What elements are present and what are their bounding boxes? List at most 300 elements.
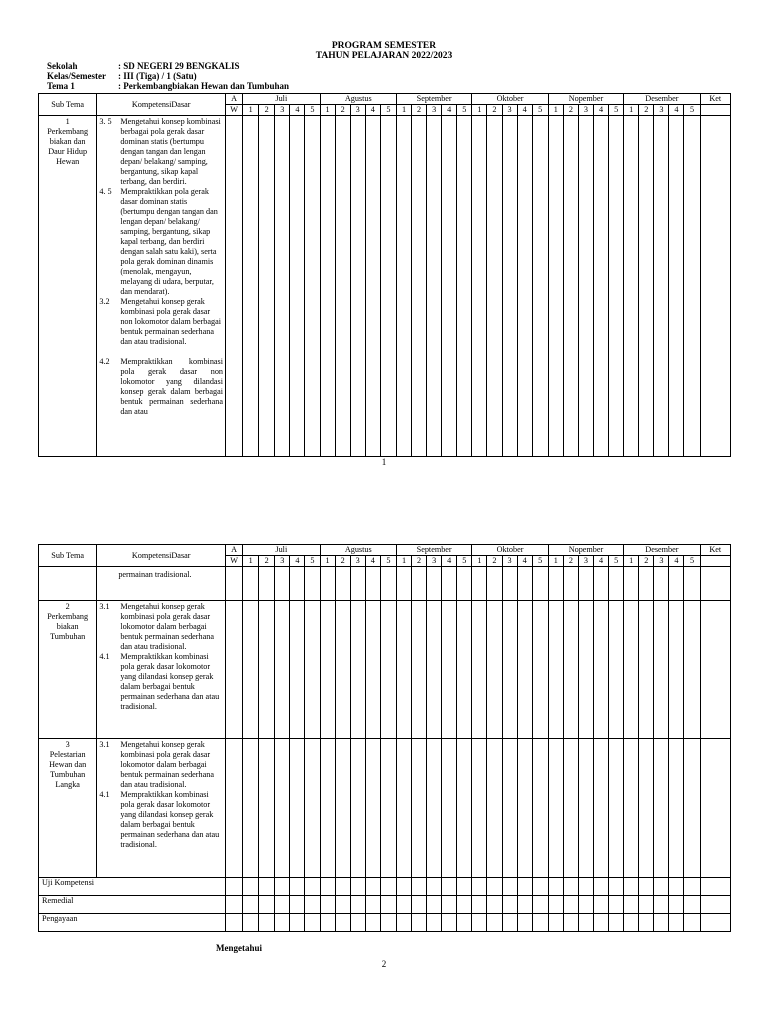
- schedule-cell: [684, 896, 700, 914]
- schedule-cell: [290, 739, 305, 878]
- schedule-cell: [700, 896, 730, 914]
- schedule-cell: [624, 116, 639, 457]
- week-number-header: 3: [275, 105, 290, 116]
- week-number-header: 3: [427, 556, 442, 567]
- table-row-subtema-3: [39, 739, 731, 878]
- schedule-cell: [639, 116, 654, 457]
- schedule-cell: [350, 567, 365, 601]
- schedule-cell: [502, 878, 517, 896]
- week-number-header: 4: [365, 556, 380, 567]
- kd-item: [97, 117, 223, 187]
- schedule-cell: [563, 116, 578, 457]
- month-header: Desember: [624, 545, 700, 556]
- week-number-header: 5: [532, 105, 548, 116]
- week-number-header: 1: [320, 556, 335, 567]
- schedule-cell: [594, 601, 609, 739]
- schedule-cell: [502, 116, 517, 457]
- schedule-cell: [700, 739, 730, 878]
- schedule-cell: [517, 896, 532, 914]
- schedule-cell: [578, 567, 593, 601]
- kd-item: [97, 740, 223, 790]
- schedule-cell: [502, 896, 517, 914]
- week-number-header: 5: [305, 556, 320, 567]
- schedule-cell: [412, 601, 427, 739]
- schedule-cell: [290, 601, 305, 739]
- week-number-header: 2: [335, 556, 350, 567]
- kd-text: Mengetahui konsep gerak kombinasi pola gerak dasar lokomotor dalam berbagai bentuk permainan sederhana dan atau tradisional.: [120, 602, 214, 651]
- week-number-header: 3: [350, 556, 365, 567]
- schedule-cell: [457, 116, 472, 457]
- subtema-name-line: Hewan: [56, 157, 80, 166]
- week-number-header: 2: [487, 105, 502, 116]
- schedule-cell: [654, 896, 669, 914]
- week-number-header: 3: [502, 556, 517, 567]
- ket-header-empty: [700, 105, 730, 116]
- subtema-cell: [39, 601, 97, 739]
- kd-number: 3.1: [99, 740, 110, 749]
- schedule-cell: [639, 878, 654, 896]
- subtema-name-line: Perkembang: [47, 612, 89, 621]
- schedule-cell: [412, 116, 427, 457]
- schedule-cell: [275, 896, 290, 914]
- kd-text: Mempraktikkan kombinasi pola gerak dasar non lokomotor yang dilandasi konsep gerak dalam berbagai bentuk permainan sederhana dan atau: [120, 357, 224, 416]
- kd-number: 4.1: [99, 652, 110, 661]
- kd-text: Mengetahui konsep gerak kombinasi pola gerak dasar non lokomotor dalam berbagai bentuk permainan sederhana dan atau tradisional.: [120, 297, 222, 346]
- schedule-cell: [412, 739, 427, 878]
- schedule-cell: [320, 116, 335, 457]
- schedule-cell: [700, 601, 730, 739]
- document-title: PROGRAM SEMESTER: [331, 41, 437, 51]
- schedule-cell: [350, 914, 365, 932]
- document-subtitle: TAHUN PELAJARAN 2022/2023: [315, 51, 453, 61]
- schedule-cell: [502, 601, 517, 739]
- field-value-sekolah: : SD NEGERI 29 BENGKALIS: [118, 61, 240, 71]
- footer-row-label: Pengayaan: [39, 914, 226, 932]
- week-number-header: 2: [412, 556, 427, 567]
- schedule-cell: [669, 739, 684, 878]
- schedule-cell: [305, 601, 320, 739]
- schedule-cell: [487, 896, 502, 914]
- schedule-cell: [365, 601, 380, 739]
- kd-number: 3.2: [99, 297, 110, 306]
- schedule-cell: [472, 601, 487, 739]
- schedule-cell: [350, 878, 365, 896]
- schedule-cell: [684, 878, 700, 896]
- schedule-cell: [548, 914, 563, 932]
- schedule-cell: [226, 116, 243, 457]
- schedule-cell: [669, 914, 684, 932]
- schedule-cell: [654, 567, 669, 601]
- kompetensi-dasar-header: KompetensiDasar: [97, 94, 226, 116]
- schedule-cell: [457, 739, 472, 878]
- month-header: Agustus: [320, 94, 396, 105]
- aw-header-top: A: [226, 94, 243, 105]
- subtema-number: 3: [65, 740, 70, 749]
- schedule-cell: [563, 567, 578, 601]
- schedule-cell: [578, 601, 593, 739]
- schedule-cell: [502, 567, 517, 601]
- week-number-header: 1: [320, 105, 335, 116]
- week-number-header: 2: [335, 105, 350, 116]
- schedule-cell: [700, 878, 730, 896]
- schedule-cell: [472, 739, 487, 878]
- subtema-cell: [39, 116, 97, 457]
- week-number-header: 2: [412, 105, 427, 116]
- schedule-cell: [442, 739, 457, 878]
- schedule-cell: [226, 739, 243, 878]
- schedule-cell: [684, 601, 700, 739]
- schedule-cell: [290, 116, 305, 457]
- table-row-remedial: [39, 896, 731, 914]
- week-number-header: 2: [259, 105, 275, 116]
- schedule-cell: [578, 914, 593, 932]
- schedule-cell: [563, 878, 578, 896]
- schedule-cell: [594, 914, 609, 932]
- schedule-cell: [427, 116, 442, 457]
- table-row-continuation: [39, 567, 731, 601]
- month-header: Juli: [243, 94, 320, 105]
- schedule-cell: [563, 601, 578, 739]
- week-number-header: 5: [305, 105, 320, 116]
- month-header: Desember: [624, 94, 700, 105]
- week-number-header: 4: [290, 105, 305, 116]
- schedule-cell: [548, 739, 563, 878]
- schedule-cell: [396, 567, 411, 601]
- schedule-cell: [427, 601, 442, 739]
- schedule-cell: [487, 878, 502, 896]
- week-number-header: 5: [457, 556, 472, 567]
- aw-header-bottom: W: [226, 556, 243, 567]
- schedule-cell: [594, 896, 609, 914]
- schedule-cell: [412, 567, 427, 601]
- subtema-name-line: Hewan dan: [49, 760, 87, 769]
- schedule-cell: [412, 878, 427, 896]
- schedule-cell: [517, 601, 532, 739]
- schedule-cell: [684, 914, 700, 932]
- subtema-name-line: Pelestarian: [49, 750, 86, 759]
- week-number-header: 1: [243, 105, 259, 116]
- subtema-number: 1: [65, 117, 70, 126]
- schedule-cell: [487, 567, 502, 601]
- schedule-cell: [594, 878, 609, 896]
- schedule-cell: [380, 739, 396, 878]
- schedule-cell: [259, 567, 275, 601]
- week-number-header: 2: [639, 105, 654, 116]
- schedule-cell: [654, 878, 669, 896]
- page-number-1: 1: [381, 457, 387, 467]
- schedule-cell: [487, 601, 502, 739]
- kd-item: [97, 790, 223, 850]
- schedule-cell: [335, 896, 350, 914]
- subtema-name-line: Perkembang: [47, 127, 89, 136]
- kd-item: [97, 652, 223, 712]
- week-number-header: 3: [427, 105, 442, 116]
- aw-header-bottom: W: [226, 105, 243, 116]
- month-header: Agustus: [320, 545, 396, 556]
- schedule-cell: [487, 914, 502, 932]
- schedule-cell: [275, 567, 290, 601]
- ket-header-empty: [700, 556, 730, 567]
- field-value-kelas: : III (Tiga) / 1 (Satu): [118, 71, 197, 81]
- week-number-header: 4: [594, 105, 609, 116]
- kd-cell: [97, 567, 226, 601]
- schedule-cell: [684, 116, 700, 457]
- kd-cell: [97, 739, 226, 878]
- footer-row-label: Uji Kompetensi: [39, 878, 226, 896]
- week-number-header: 1: [624, 105, 639, 116]
- kd-item: [97, 297, 223, 347]
- schedule-cell: [335, 601, 350, 739]
- schedule-cell: [639, 567, 654, 601]
- schedule-cell: [654, 601, 669, 739]
- schedule-cell: [259, 601, 275, 739]
- week-number-header: 4: [594, 556, 609, 567]
- kd-item: [97, 187, 223, 297]
- schedule-cell: [320, 567, 335, 601]
- month-header: Nopember: [548, 545, 623, 556]
- schedule-cell: [335, 116, 350, 457]
- field-value-tema: : Perkembangbiakan Hewan dan Tumbuhan: [118, 81, 290, 91]
- schedule-cell: [700, 914, 730, 932]
- week-number-header: 3: [654, 105, 669, 116]
- schedule-cell: [563, 896, 578, 914]
- schedule-cell: [578, 878, 593, 896]
- schedule-cell: [563, 914, 578, 932]
- schedule-cell: [609, 878, 624, 896]
- week-number-header: 5: [609, 105, 624, 116]
- month-header: Oktober: [472, 545, 548, 556]
- schedule-cell: [457, 914, 472, 932]
- week-number-header: 4: [517, 105, 532, 116]
- schedule-cell: [396, 896, 411, 914]
- kd-number: 4. 5: [99, 187, 112, 196]
- kd-text: Mengetahui konsep kombinasi berbagai pola gerak dasar dominan statis (bertumpu dengan tangan dan lengan depan/ belakang/ samping, bergantung, sikap kapal terbang, dan berdiri.: [120, 117, 221, 186]
- week-number-header: 3: [502, 105, 517, 116]
- schedule-cell: [365, 878, 380, 896]
- schedule-cell: [532, 878, 548, 896]
- schedule-cell: [243, 116, 259, 457]
- schedule-cell: [624, 896, 639, 914]
- schedule-cell: [578, 116, 593, 457]
- schedule-cell: [609, 914, 624, 932]
- schedule-cell: [320, 896, 335, 914]
- ket-header: Ket: [700, 94, 730, 105]
- schedule-cell: [639, 601, 654, 739]
- table-row-subtema-2: [39, 601, 731, 739]
- schedule-cell: [226, 878, 243, 896]
- week-number-header: 5: [380, 556, 396, 567]
- schedule-cell: [226, 567, 243, 601]
- week-number-header: 4: [669, 556, 684, 567]
- schedule-cell: [502, 914, 517, 932]
- subtema-name-line: Tumbuhan: [50, 770, 86, 779]
- schedule-cell: [305, 878, 320, 896]
- kd-cell: [97, 601, 226, 739]
- schedule-cell: [226, 601, 243, 739]
- week-number-header: 1: [396, 556, 411, 567]
- schedule-cell: [624, 739, 639, 878]
- program-semester-table-page1: [38, 93, 731, 457]
- schedule-cell: [365, 567, 380, 601]
- schedule-cell: [275, 116, 290, 457]
- schedule-cell: [669, 601, 684, 739]
- schedule-cell: [654, 914, 669, 932]
- schedule-cell: [320, 878, 335, 896]
- schedule-cell: [684, 739, 700, 878]
- schedule-cell: [396, 739, 411, 878]
- schedule-cell: [365, 896, 380, 914]
- schedule-cell: [594, 739, 609, 878]
- schedule-cell: [350, 739, 365, 878]
- schedule-cell: [669, 896, 684, 914]
- week-number-header: 2: [563, 105, 578, 116]
- schedule-cell: [335, 914, 350, 932]
- schedule-cell: [639, 739, 654, 878]
- schedule-cell: [442, 601, 457, 739]
- schedule-cell: [335, 739, 350, 878]
- kd-text: Mempraktikkan pola gerak dasar dominan statis (bertumpu dengan tangan dan lengan depan/ belakang/ samping, bergantung, sikap kapal terbang, dan berdiri dengan salah satu kaki), serta pola gerak dominan dinamis (menolak, mengayun, melayang di udara, berputar, dan mendarat).: [120, 187, 218, 296]
- schedule-cell: [350, 116, 365, 457]
- schedule-cell: [243, 601, 259, 739]
- schedule-cell: [624, 878, 639, 896]
- month-header: Juli: [243, 545, 320, 556]
- schedule-cell: [365, 739, 380, 878]
- schedule-cell: [320, 739, 335, 878]
- schedule-cell: [639, 914, 654, 932]
- schedule-cell: [396, 116, 411, 457]
- schedule-cell: [609, 567, 624, 601]
- schedule-cell: [442, 116, 457, 457]
- schedule-cell: [380, 896, 396, 914]
- week-number-header: 1: [472, 105, 487, 116]
- schedule-cell: [487, 739, 502, 878]
- schedule-cell: [457, 896, 472, 914]
- kd-number: 3.1: [99, 602, 110, 611]
- schedule-cell: [290, 896, 305, 914]
- schedule-cell: [365, 116, 380, 457]
- week-number-header: 2: [563, 556, 578, 567]
- schedule-cell: [457, 567, 472, 601]
- schedule-cell: [487, 116, 502, 457]
- schedule-cell: [472, 116, 487, 457]
- month-header: Oktober: [472, 94, 548, 105]
- schedule-cell: [624, 914, 639, 932]
- schedule-cell: [457, 878, 472, 896]
- kd-text: Mengetahui konsep gerak kombinasi pola gerak dasar lokomotor dalam berbagai bentuk permainan sederhana dan atau tradisional.: [120, 740, 214, 789]
- schedule-cell: [275, 914, 290, 932]
- schedule-cell: [578, 896, 593, 914]
- schedule-cell: [594, 116, 609, 457]
- schedule-cell: [305, 567, 320, 601]
- schedule-cell: [442, 914, 457, 932]
- subtema-number: 2: [65, 602, 70, 611]
- schedule-cell: [243, 878, 259, 896]
- schedule-cell: [442, 567, 457, 601]
- month-header: Nopember: [548, 94, 623, 105]
- field-label-kelas: Kelas/Semester: [47, 71, 106, 81]
- kd-number: 4.1: [99, 790, 110, 799]
- sub-tema-header: Sub Tema: [39, 94, 97, 116]
- kd-number: 3. 5: [99, 117, 112, 126]
- schedule-cell: [320, 601, 335, 739]
- schedule-cell: [243, 914, 259, 932]
- subtema-cell: [39, 567, 97, 601]
- schedule-cell: [532, 601, 548, 739]
- week-number-header: 4: [669, 105, 684, 116]
- schedule-cell: [380, 567, 396, 601]
- program-semester-table-page2: [38, 544, 731, 932]
- week-number-header: 5: [532, 556, 548, 567]
- week-number-header: 5: [380, 105, 396, 116]
- schedule-cell: [669, 567, 684, 601]
- kd-number: 4.2: [99, 357, 110, 366]
- schedule-cell: [548, 896, 563, 914]
- kd-text: Mempraktikkan kombinasi pola gerak dasar lokomotor yang dilandasi konsep gerak dalam berbagai bentuk permainan sederhana dan atau tradisional.: [120, 790, 220, 849]
- schedule-cell: [275, 878, 290, 896]
- week-number-header: 1: [548, 556, 563, 567]
- subtema-name-line: biakan: [56, 622, 79, 631]
- schedule-cell: [442, 878, 457, 896]
- week-number-header: 1: [624, 556, 639, 567]
- schedule-cell: [396, 601, 411, 739]
- week-number-header: 2: [259, 556, 275, 567]
- table-row-pengayaan: [39, 914, 731, 932]
- schedule-cell: [609, 116, 624, 457]
- schedule-cell: [259, 914, 275, 932]
- week-number-header: 3: [578, 105, 593, 116]
- subtema-name-line: biakan dan: [49, 137, 86, 146]
- schedule-cell: [259, 116, 275, 457]
- schedule-cell: [290, 878, 305, 896]
- schedule-cell: [472, 878, 487, 896]
- schedule-cell: [684, 567, 700, 601]
- schedule-cell: [609, 601, 624, 739]
- schedule-cell: [380, 914, 396, 932]
- schedule-cell: [472, 567, 487, 601]
- week-number-header: 5: [609, 556, 624, 567]
- schedule-cell: [259, 896, 275, 914]
- kd-cell: [97, 116, 226, 457]
- schedule-cell: [412, 896, 427, 914]
- schedule-cell: [305, 914, 320, 932]
- schedule-cell: [669, 116, 684, 457]
- schedule-cell: [380, 878, 396, 896]
- schedule-cell: [517, 567, 532, 601]
- schedule-cell: [226, 896, 243, 914]
- week-number-header: 1: [243, 556, 259, 567]
- schedule-cell: [532, 739, 548, 878]
- schedule-cell: [305, 116, 320, 457]
- schedule-cell: [259, 739, 275, 878]
- schedule-cell: [700, 567, 730, 601]
- schedule-cell: [365, 914, 380, 932]
- kd-continuation-text: permainan tradisional.: [118, 570, 192, 579]
- schedule-cell: [350, 896, 365, 914]
- week-number-header: 5: [457, 105, 472, 116]
- schedule-cell: [639, 896, 654, 914]
- schedule-cell: [427, 914, 442, 932]
- schedule-cell: [563, 739, 578, 878]
- schedule-cell: [396, 878, 411, 896]
- schedule-cell: [427, 878, 442, 896]
- schedule-cell: [472, 896, 487, 914]
- week-number-header: 2: [639, 556, 654, 567]
- schedule-cell: [380, 116, 396, 457]
- kompetensi-dasar-header: KompetensiDasar: [97, 545, 226, 567]
- schedule-cell: [412, 914, 427, 932]
- kd-item: [97, 602, 223, 652]
- week-number-header: 4: [442, 556, 457, 567]
